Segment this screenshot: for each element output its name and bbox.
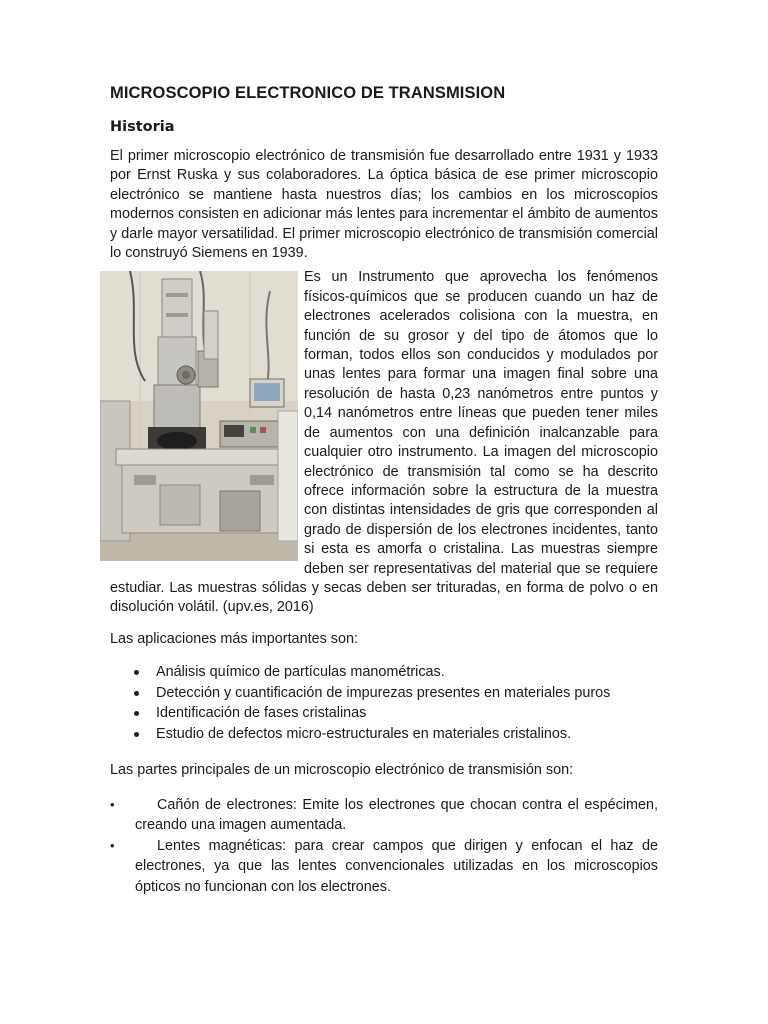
list-item: Estudio de defectos micro-estructurales en materiales cristalinos. (110, 724, 658, 745)
applications-intro: Las aplicaciones más importantes son: (110, 630, 358, 647)
list-item: Identificación de fases cristalinas (110, 703, 658, 724)
parts-intro: Las partes principales de un microscopio electrónico de transmisión son: (110, 761, 574, 778)
tem-photo (100, 271, 298, 561)
bullet-icon (134, 732, 139, 737)
list-item: • Cañón de electrones: Emite los electrones que chocan contra el espécimen, creando una imagen aumentada. (110, 796, 658, 834)
document-content (110, 84, 658, 897)
applications-list (110, 662, 658, 744)
list-item: Análisis químico de partículas manométricas. (110, 662, 658, 683)
bullet-icon: • (110, 837, 115, 853)
bullet-icon: • (110, 796, 115, 812)
history-paragraph: El primer microscopio electrónico de transmisión fue desarrollado entre 1931 y 1933 por Ernst Ruska y sus colaboradores. La óptica básica de ese primer microscopio electrónico se mantiene hasta nuestros días; los cambios en los microscopios modernos consisten en adicionar más lentes para incrementar el ámbito de aumentos y darle mayor versatilidad. El primer microscopio electrónico de transmisión comercial lo construyó Siemens en 1939. (110, 148, 658, 262)
bullet-icon (134, 691, 139, 696)
bullet-icon (134, 670, 139, 675)
list-item: Detección y cuantificación de impurezas presentes en materiales puros (110, 683, 658, 704)
description-paragraph: Es un Instrumento que aprovecha los fenómenos físicos-químicos que se producen cuando un haz de electrones acelerados colisiona con la muestra, en función de su grosor y del tipo de átomos que lo forman, todos ellos son conducidos y modulados por unas lentes para formar una imagen final sobre una resolución de hasta 0,23 nanómetros entre puntos y 0,14 nanómetros entre líneas que pueden tener miles de aumentos con una definición inalcanzable para cualquier otro instrumento. La imagen del microscopio electrónico de transmisión tal como se ha descrito ofrece información sobre la estructura de la muestra con distintas intensidades de gris que corresponden al grado de dispersión de los electrones incidentes, tanto si esta es amorfa o cristalina. Las muestras siempre deben ser representativas del material que se requiere estudiar. Las muestras sólidas y secas deben ser trituradas, en forma de polvo o en disolución volátil. (upv.es, 2016) (110, 269, 658, 616)
bullet-icon (134, 711, 139, 716)
document-title: MICROSCOPIO ELECTRONICO DE TRANSMISION (110, 84, 506, 102)
parts-list (110, 795, 658, 897)
list-item: • Lentes magnéticas: para crear campos que dirigen y enfocan el haz de electrones, ya que las lentes convencionales utilizadas en los microscopios ópticos no funcionan con los electrones. (110, 837, 658, 895)
section-heading: Historia (110, 119, 175, 135)
